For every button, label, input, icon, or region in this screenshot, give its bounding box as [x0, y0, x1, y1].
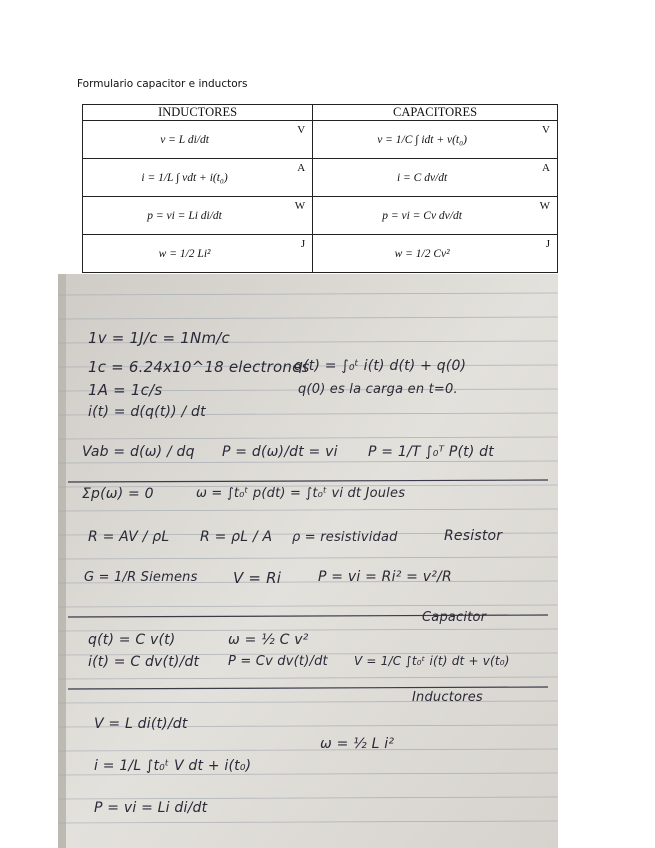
note-line: V = Ri	[233, 569, 282, 587]
inductor-cell	[83, 235, 313, 273]
note-line: q(t) = ∫₀ᵗ i(t) d(t) + q(0)	[294, 358, 467, 374]
inductor-equation: i = 1/L ∫ vdt + i(t₀)	[141, 171, 228, 184]
note-line: ω = ∫t₀ᵗ p(dt) = ∫t₀ᵗ vi dt Joules	[196, 486, 406, 501]
unit-label: J	[300, 238, 306, 250]
note-line: 1A = 1c/s	[88, 381, 163, 399]
inductor-cell	[83, 121, 313, 159]
note-line: ω = ½ L i²	[320, 736, 395, 752]
note-line: V = L di(t)/dt	[94, 716, 188, 732]
note-line: P = vi = Ri² = v²/R	[318, 569, 452, 585]
note-line: R = AV / ρL	[88, 529, 170, 545]
table-row	[83, 235, 558, 273]
unit-label: W	[539, 200, 550, 212]
unit-label: A	[542, 162, 550, 174]
note-line: G = 1/R Siemens	[84, 570, 198, 585]
notebook-photo	[58, 274, 558, 848]
unit-label: V	[297, 124, 306, 136]
table-header-row	[83, 105, 558, 121]
formula-table	[82, 104, 558, 273]
inductor-equation: v = L di/dt	[160, 133, 209, 146]
note-line: P = vi = Li di/dt	[94, 800, 208, 816]
capacitor-cell	[313, 197, 558, 235]
table-row	[83, 159, 558, 197]
note-line: V = 1/C ∫t₀ᵗ i(t) dt + v(t₀)	[354, 654, 510, 668]
table-row	[83, 197, 558, 235]
capacitor-cell	[313, 235, 558, 273]
note-line: i(t) = C dv(t)/dt	[88, 654, 200, 670]
table-row	[83, 121, 558, 159]
inductor-equation: w = 1/2 Li²	[158, 247, 211, 260]
unit-label: J	[545, 238, 550, 250]
capacitor-equation: v = 1/C ∫ idt + v(t₀)	[377, 133, 467, 146]
note-line: Capacitor	[422, 610, 487, 625]
note-line: i(t) = d(q(t)) / dt	[88, 404, 206, 420]
header-inductores: INDUCTORES	[83, 105, 313, 121]
inductor-cell	[83, 197, 313, 235]
note-line: R = ρL / A	[200, 529, 273, 545]
capacitor-cell	[313, 159, 558, 197]
note-line: 1v = 1J/c = 1Nm/c	[88, 329, 230, 347]
note-line: q(t) = C v(t)	[88, 632, 176, 648]
note-line: q(0) es la carga en t=0.	[298, 382, 458, 397]
note-line: P = Cv dv(t)/dt	[228, 654, 328, 669]
unit-label: V	[542, 124, 550, 136]
note-line: Inductores	[412, 690, 483, 705]
note-line: Vab = d(ω) / dq	[82, 444, 195, 460]
note-line: ω = ½ C v²	[228, 632, 309, 648]
capacitor-cell	[313, 121, 558, 159]
note-line: Σp(ω) = 0	[82, 486, 154, 502]
note-line: ρ = resistividad	[292, 530, 398, 545]
document-title: Formulario capacitor e inductors	[77, 78, 248, 90]
unit-label: A	[297, 162, 306, 174]
note-line: 1c = 6.24x10^18 electrones	[88, 358, 310, 376]
capacitor-equation: w = 1/2 Cv²	[394, 247, 450, 260]
note-line: P = d(ω)/dt = vi	[222, 444, 338, 460]
inductor-cell	[83, 159, 313, 197]
header-capacitores: CAPACITORES	[313, 105, 558, 121]
unit-label: W	[294, 200, 306, 212]
capacitor-equation: i = C dv/dt	[396, 171, 448, 184]
capacitor-equation: p = vi = Cv dv/dt	[382, 209, 462, 222]
note-line: P = 1/T ∫₀ᵀ P(t) dt	[368, 444, 494, 460]
inductor-equation: p = vi = Li di/dt	[147, 209, 222, 222]
note-line: i = 1/L ∫t₀ᵗ V dt + i(t₀)	[94, 758, 252, 774]
note-line: Resistor	[444, 528, 503, 544]
